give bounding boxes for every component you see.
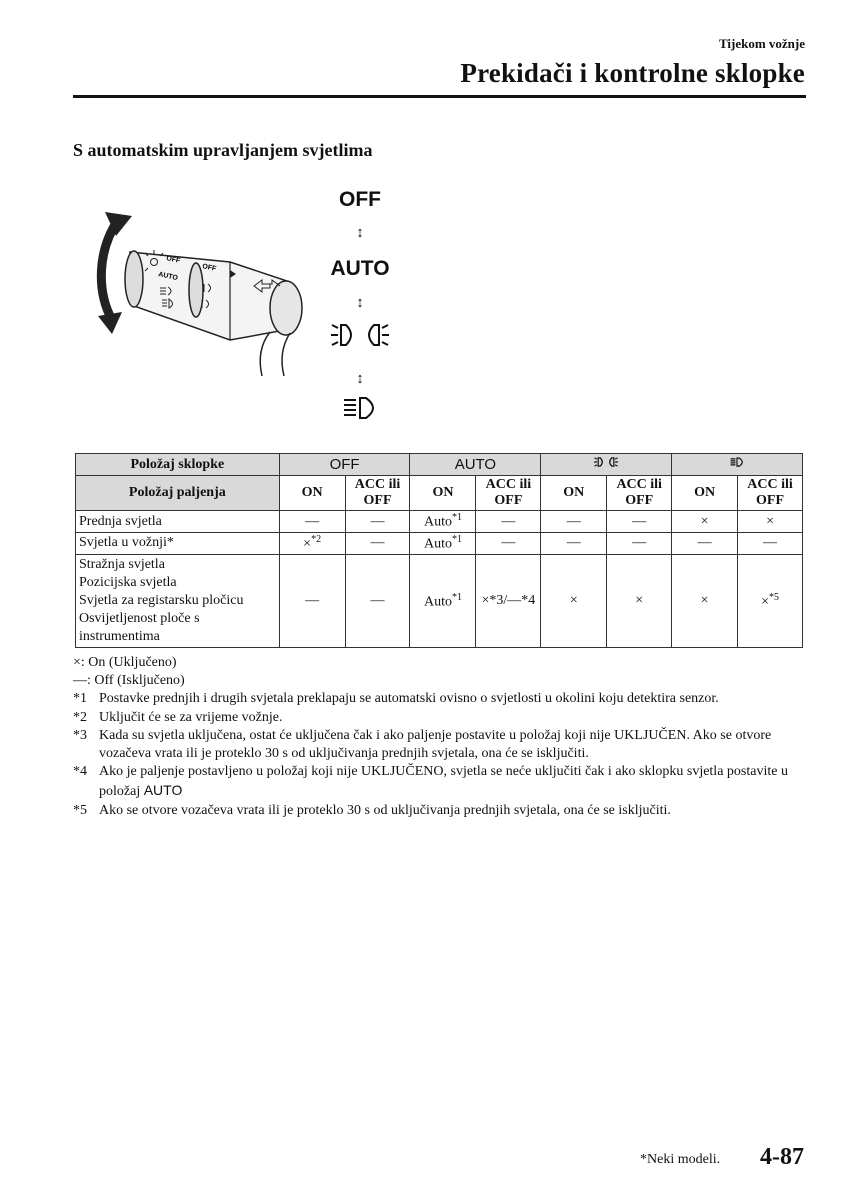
footnote-2: *2 Uključit će se za vrijeme vožnje. [73, 709, 283, 725]
parking-lights-icon [330, 318, 390, 352]
column-header-parking-lights [541, 454, 672, 476]
up-down-arrow-icon: ↕ [356, 294, 364, 311]
stalk-label-auto: AUTO [157, 271, 179, 283]
table-cell: ×$^{*2}$ [279, 532, 345, 554]
headlights-icon [330, 394, 390, 424]
table-cell: × [607, 554, 672, 648]
ignition-cell: ACC ili OFF [738, 476, 803, 511]
table-cell: Auto$^{*1}$ [410, 511, 476, 533]
table-cell: × [672, 511, 738, 533]
footnote-5: *5 Ako se otvore vozačeva vrata ili je proteklo 30 s od uključivanja prednjih svjetala, ona će se isključiti. [73, 802, 671, 818]
ignition-cell: ON [279, 476, 345, 511]
ignition-cell: ACC ili OFF [345, 476, 410, 511]
footnote-4: *4 Ako je paljenje postavljeno u položaj koji nije UKLJUČENO, svjetla se neće uključiti čak i ako sklopku svjetla postavite u položaj AUTO [73, 764, 788, 800]
row-header-switch: Položaj sklopke [76, 454, 280, 476]
ignition-cell: ACC ili OFF [476, 476, 541, 511]
subheading: S automatskim upravljanjem svjetlima [73, 140, 373, 160]
ignition-cell: ON [541, 476, 607, 511]
light-switch-stalk-illustration [90, 200, 320, 380]
table-row [76, 532, 803, 554]
table-cell: — [279, 554, 345, 648]
ignition-header-row [76, 476, 803, 511]
table-cell: — [476, 511, 541, 533]
table-row [76, 511, 803, 533]
headlights-icon [725, 456, 749, 469]
stalk-label-off-fog: OFF [201, 263, 217, 273]
table-cell: — [607, 511, 672, 533]
section-label: Tijekom vožnje [718, 36, 805, 51]
row-label: Svjetla u vožnji* [76, 532, 280, 554]
table-cell: — [279, 511, 345, 533]
table-cell: — [476, 532, 541, 554]
up-down-arrow-icon: ↕ [356, 224, 364, 241]
position-off: OFF [339, 188, 381, 211]
table-cell: Auto$^{*1}$ [410, 554, 476, 648]
row-label: Prednja svjetla [76, 511, 280, 533]
page-number: 4-87 [760, 1144, 804, 1170]
legend-on: ×: On (Uključeno) [73, 655, 177, 670]
stalk-label-off: OFF [165, 255, 181, 265]
column-header-auto: AUTO [410, 454, 541, 476]
title-rule [73, 95, 806, 98]
table-cell: — [672, 532, 738, 554]
table-cell: — [541, 511, 607, 533]
table-header-row [76, 454, 803, 476]
position-auto: AUTO [330, 257, 390, 280]
table-cell: ×$^{*5}$ [738, 554, 803, 648]
table-cell: — [345, 532, 410, 554]
parking-lights-icon [591, 455, 621, 469]
table-cell: × [541, 554, 607, 648]
table-cell: × [672, 554, 738, 648]
ignition-cell: ACC ili OFF [607, 476, 672, 511]
light-switch-table [75, 453, 803, 648]
ignition-cell: ON [410, 476, 476, 511]
page-title: Prekidači i kontrolne sklopke [460, 58, 805, 88]
up-down-arrow-icon: ↕ [356, 370, 364, 387]
table-cell: — [738, 532, 803, 554]
footnotes [73, 654, 808, 820]
table-row [76, 554, 803, 648]
table-cell: × [738, 511, 803, 533]
column-header-headlights [672, 454, 803, 476]
table-cell: — [607, 532, 672, 554]
footnote-1: *1 Postavke prednjih i drugih svjetala preklapaju se automatski ovisno o svjetlosti u okolini koju detektira senzor. [73, 691, 719, 707]
row-label: Stražnja svjetla Pozicijska svjetla Svjetla za registarsku pločicu Osvijetljenost ploče s instrumentima [76, 554, 280, 648]
table-cell: — [345, 554, 410, 648]
footer-note: *Neki modeli. [640, 1152, 721, 1167]
ignition-cell: ON [672, 476, 738, 511]
table-cell: Auto$^{*1}$ [410, 532, 476, 554]
table-cell: — [541, 532, 607, 554]
table-cell: ×*3/—*4 [476, 554, 541, 648]
footnote-3: *3 Kada su svjetla uključena, ostat će uključena čak i ako paljenje postavite u položaj koji nije UKLJUČEN. Ako se otvore vozačeva vrata ili je proteklo 30 s od uključivanja prednjih svjetala, ona će se isključiti. [73, 727, 772, 761]
table-cell: — [345, 511, 410, 533]
column-header-off: OFF [279, 454, 410, 476]
legend-off: —: Off (Isključeno) [73, 673, 185, 689]
row-header-ignition: Položaj paljenja [76, 476, 280, 511]
